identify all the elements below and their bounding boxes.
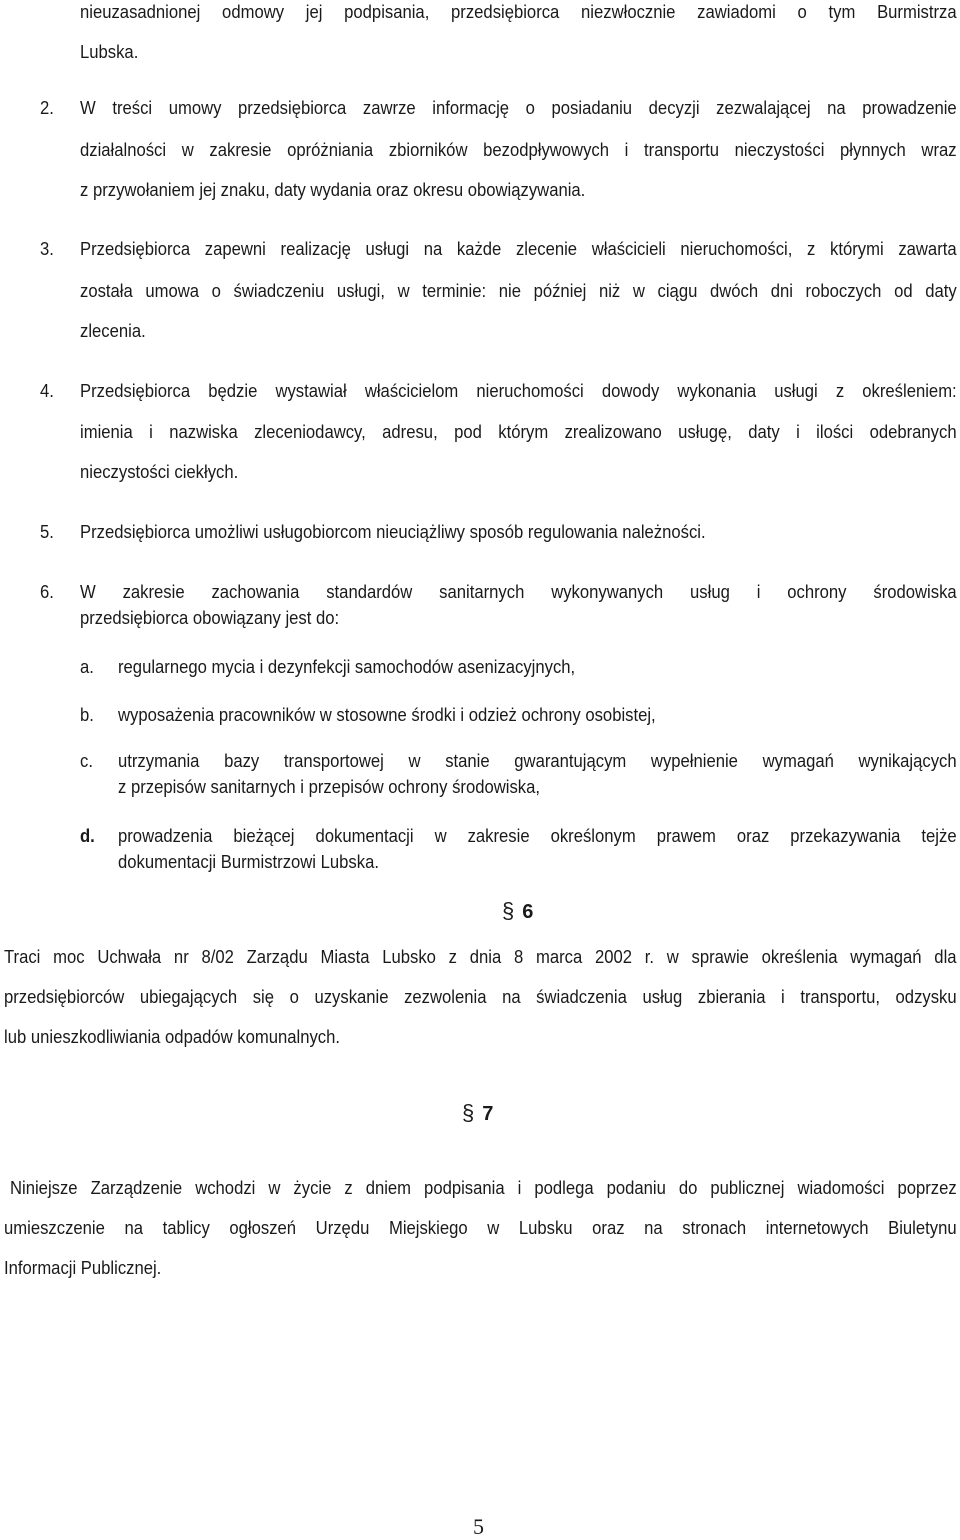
- continuation-line-2: Lubska.: [80, 41, 139, 62]
- subitem-c-line-1: utrzymania bazy transportowej w stanie gwarantującym wypełnienie wymagań wynikających: [118, 750, 957, 771]
- section-6-line-1: Traci moc Uchwała nr 8/02 Zarządu Miasta Lubsko z dnia 8 marca 2002 r. w sprawie określenia wymagań dla: [4, 946, 957, 967]
- section-6-line-3: lub unieszkodliwiania odpadów komunalnych.: [4, 1026, 340, 1047]
- subitem-c-line-2: z przepisów sanitarnych i przepisów ochrony środowiska,: [118, 776, 540, 797]
- continuation-line-1: nieuzasadnionej odmowy jej podpisania, przedsiębiorca niezwłocznie zawiadomi o tym Burmistrza: [80, 1, 957, 22]
- section-7-line-1: Niniejsze Zarządzenie wchodzi w życie z dniem podpisania i podlega podaniu do publicznej wiadomości poprzez: [10, 1177, 957, 1198]
- section-7-number: 7: [482, 1103, 494, 1125]
- item-3-line-3: zlecenia.: [80, 320, 146, 341]
- section-7-line-3: Informacji Publicznej.: [4, 1257, 162, 1278]
- item-6-line-2: przedsiębiorca obowiązany jest do:: [80, 607, 340, 628]
- item-2-line-2: działalności w zakresie opróżniania zbiorników bezodpływowych i transportu nieczystości płynnych wraz: [80, 139, 957, 160]
- section-6-number: 6: [522, 901, 534, 923]
- item-3-number: 3.: [40, 238, 54, 259]
- subitem-a-line-1: regularnego mycia i dezynfekcji samochodów asenizacyjnych,: [118, 656, 576, 677]
- item-2-line-1: W treści umowy przedsiębiorca zawrze informację o posiadaniu decyzji zezwalającej na prowadzenie: [80, 97, 957, 118]
- section-7-line-2: umieszczenie na tablicy ogłoszeń Urzędu Miejskiego w Lubsku oraz na stronach internetowych Biuletynu: [4, 1217, 957, 1238]
- item-4-line-2: imienia i nazwiska zleceniodawcy, adresu, pod którym zrealizowano usługę, daty i ilości odebranych: [80, 421, 957, 442]
- item-6-line-1: W zakresie zachowania standardów sanitarnych wykonywanych usług i ochrony środowiska: [80, 581, 957, 602]
- subitem-b-line-1: wyposażenia pracowników w stosowne środki i odzież ochrony osobistej,: [118, 704, 656, 725]
- item-6-number: 6.: [40, 581, 54, 602]
- item-4-line-3: nieczystości ciekłych.: [80, 461, 239, 482]
- subitem-c-letter: c.: [80, 750, 93, 771]
- subitem-d-letter: d.: [80, 825, 95, 846]
- section-6-line-2: przedsiębiorców ubiegających się o uzyskanie zezwolenia na świadczenia usług zbierania i transportu, odzysku: [4, 986, 957, 1007]
- subitem-b-letter: b.: [80, 704, 94, 725]
- subitem-a-letter: a.: [80, 656, 94, 677]
- section-6-heading: [502, 898, 533, 925]
- subitem-d-line-1: prowadzenia bieżącej dokumentacji w zakresie określonym prawem oraz przekazywania tejże: [118, 825, 957, 846]
- item-5-number: 5.: [40, 521, 54, 542]
- item-2-line-3: z przywołaniem jej znaku, daty wydania oraz okresu obowiązywania.: [80, 179, 586, 200]
- item-4-line-1: Przedsiębiorca będzie wystawiał właścicielom nieruchomości dowody wykonania usługi z określeniem:: [80, 380, 957, 401]
- item-4-number: 4.: [40, 380, 54, 401]
- section-7-heading: [462, 1100, 493, 1127]
- subitem-d-line-2: dokumentacji Burmistrzowi Lubska.: [118, 851, 379, 872]
- item-2-number: 2.: [40, 97, 54, 118]
- paragraph-sign: §: [502, 898, 515, 923]
- page-number: 5: [473, 1514, 484, 1539]
- item-3-line-2: została umowa o świadczeniu usługi, w terminie: nie później niż w ciągu dwóch dni roboczych od daty: [80, 280, 957, 301]
- item-5-line-1: Przedsiębiorca umożliwi usługobiorcom nieuciążliwy sposób regulowania należności.: [80, 521, 706, 542]
- paragraph-sign: §: [462, 1100, 475, 1125]
- item-3-line-1: Przedsiębiorca zapewni realizację usługi na każde zlecenie właścicieli nieruchomości, z którymi zawarta: [80, 238, 957, 259]
